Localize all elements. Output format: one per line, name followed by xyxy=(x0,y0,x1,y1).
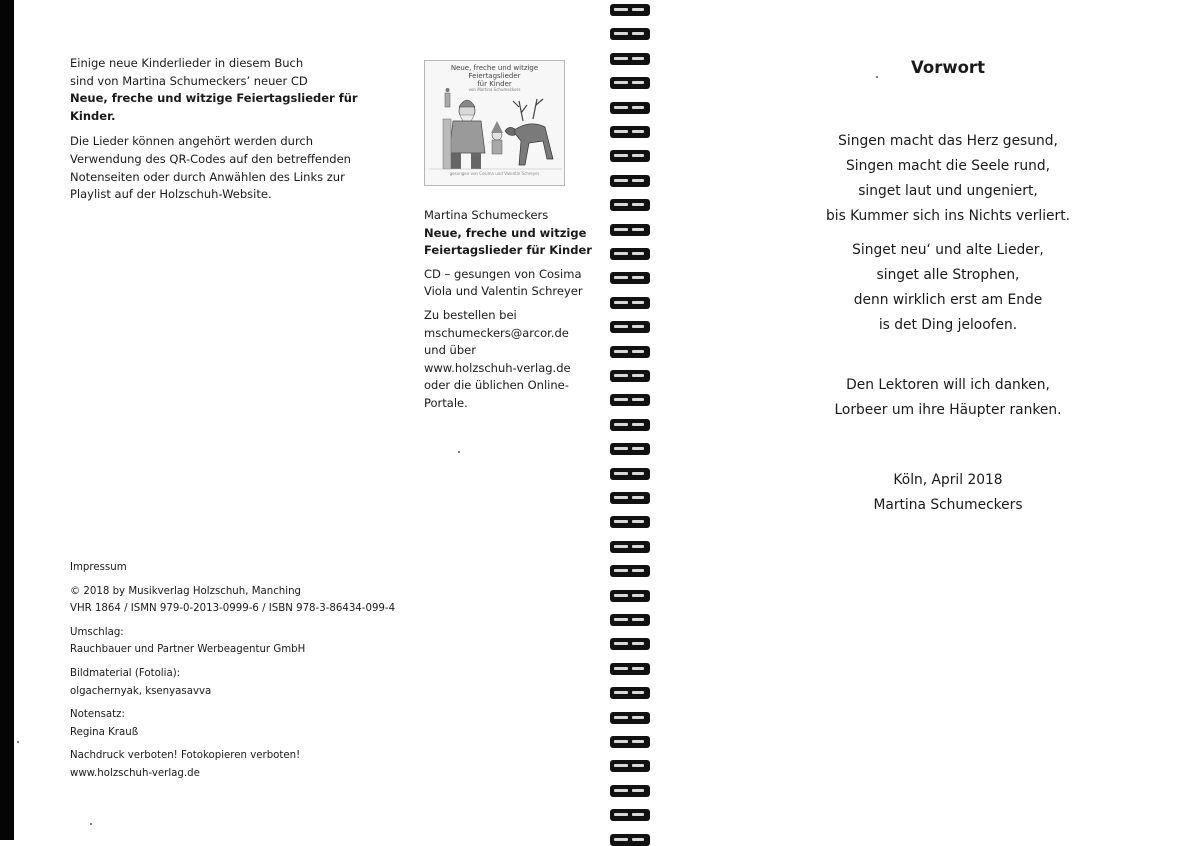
imprint-cover-label: Umschlag: xyxy=(70,626,124,638)
cd-title-line: Neue, freche und witzige xyxy=(424,225,587,240)
paper-speck xyxy=(876,76,878,78)
right-page xyxy=(652,0,1200,840)
imprint-images-value: olgachernyak, ksenyasavva xyxy=(70,685,212,697)
listen-line: Die Lieder können angehört werden durch xyxy=(70,134,314,149)
spiral-coil xyxy=(610,126,650,138)
spiral-binding xyxy=(604,0,652,840)
left-page xyxy=(14,0,604,840)
poem-stanza-2 xyxy=(652,238,1200,338)
paper-speck xyxy=(458,451,460,453)
spiral-coil xyxy=(610,516,650,528)
cd-author: Martina Schumeckers xyxy=(424,208,549,222)
foreword-heading: Vorwort xyxy=(911,58,985,77)
spiral-coil xyxy=(610,102,650,114)
signature-place-date: Köln, April 2018 xyxy=(893,472,1003,488)
signature xyxy=(652,468,1200,518)
paper-speck xyxy=(17,741,19,743)
spiral-coil xyxy=(610,492,650,504)
cover-title-line: Neue, freche und witzige Feiertagslieder xyxy=(450,64,539,80)
imprint-website: www.holzschuh-verlag.de xyxy=(70,767,200,779)
poem-line: bis Kummer sich ins Nichts verliert. xyxy=(826,208,1070,224)
signature-author: Martina Schumeckers xyxy=(873,497,1023,513)
cd-cover-image xyxy=(424,60,565,186)
spiral-coil xyxy=(610,760,650,772)
spiral-coil xyxy=(610,175,650,187)
listen-line: Playlist auf der Holzschuh-Website. xyxy=(70,187,272,202)
order-line: Zu bestellen bei xyxy=(424,307,517,322)
imprint-copyright: © 2018 by Musikverlag Holzschuh, Manching xyxy=(70,585,301,597)
spiral-coil xyxy=(610,53,650,65)
poem-line: is det Ding jeloofen. xyxy=(878,317,1018,333)
spiral-coil xyxy=(610,77,650,89)
spiral-coil xyxy=(610,370,650,382)
imprint-cover-value: Rauchbauer und Partner Werbeagentur GmbH xyxy=(70,644,306,656)
spiral-coil xyxy=(610,638,650,650)
cd-title-line: Feiertagslieder für Kinder xyxy=(424,243,592,258)
spiral-coil xyxy=(610,712,650,724)
poem-line: Singen macht die Seele rund, xyxy=(846,158,1050,174)
spiral-coil xyxy=(610,785,650,797)
spiral-coil xyxy=(610,394,650,406)
poem-stanza-1 xyxy=(652,129,1200,229)
intro-line: Einige neue Kinderlieder in diesem Buch xyxy=(70,56,304,70)
spiral-coil xyxy=(610,736,650,748)
cover-byline: von Martina Schumeckers xyxy=(468,87,521,92)
spiral-coil xyxy=(610,297,650,309)
intro-line: sind von Martina Schumeckers’ neuer CD xyxy=(70,73,308,88)
imprint-notes-label: Notensatz: xyxy=(70,709,125,721)
spiral-coil xyxy=(610,272,650,284)
cd-sung-line: CD – gesungen von Cosima xyxy=(424,266,582,281)
cd-info xyxy=(424,60,594,419)
poem-line: Singen macht das Herz gesund, xyxy=(838,133,1058,149)
spiral-coil xyxy=(610,248,650,260)
spiral-coil xyxy=(610,541,650,553)
intro-text xyxy=(70,55,370,212)
order-line: oder die üblichen Online- xyxy=(424,378,569,393)
imprint-numbers: VHR 1864 / ISMN 979-0-2013-0999-6 / ISBN 978-3-86434-099-4 xyxy=(70,603,396,615)
poem-stanza-3 xyxy=(652,373,1200,423)
spiral-coil xyxy=(610,346,650,358)
spiral-coil xyxy=(610,809,650,821)
poem-line: singet laut und ungeniert, xyxy=(858,183,1038,199)
order-email: mschumeckers@arcor.de xyxy=(424,325,569,340)
spiral-coil xyxy=(610,468,650,480)
spiral-coil xyxy=(610,321,650,333)
spiral-coil xyxy=(610,565,650,577)
poem-line: singet alle Strophen, xyxy=(876,267,1020,283)
cd-sung-line: Viola und Valentin Schreyer xyxy=(424,284,583,299)
imprint-notes-value: Regina Krauß xyxy=(70,726,139,738)
poem-line: Den Lektoren will ich danken, xyxy=(846,377,1050,393)
order-website: www.holzschuh-verlag.de xyxy=(424,360,571,375)
cd-title-bold: Neue, freche und witzige Feiertagslieder für Kinder. xyxy=(70,91,358,123)
spiral-coil xyxy=(610,590,650,602)
spiral-coil xyxy=(610,28,650,40)
spiral-coil xyxy=(610,443,650,455)
poem-line: Singet neu‘ und alte Lieder, xyxy=(852,242,1044,258)
imprint xyxy=(70,559,410,789)
imprint-warning: Nachdruck verboten! Fotokopieren verboten! xyxy=(70,750,301,762)
spiral-coil xyxy=(610,224,650,236)
imprint-heading: Impressum xyxy=(70,562,127,573)
listen-line: Notenseiten oder durch Anwählen des Links zur xyxy=(70,169,345,184)
spiral-coil xyxy=(610,687,650,699)
order-line: und über xyxy=(424,343,476,358)
spiral-coil xyxy=(610,419,650,431)
spiral-coil xyxy=(610,614,650,626)
spiral-coil xyxy=(610,199,650,211)
spiral-coil xyxy=(610,663,650,675)
order-line: Portale. xyxy=(424,395,468,410)
listen-line: Verwendung des QR-Codes auf den betreffenden xyxy=(70,151,351,166)
poem-line: Lorbeer um ihre Häupter ranken. xyxy=(834,402,1062,418)
cover-title-line: für Kinder xyxy=(477,80,512,88)
paper-speck xyxy=(90,823,92,825)
poem-line: denn wirklich erst am Ende xyxy=(853,292,1043,308)
spiral-coil xyxy=(610,4,650,16)
spiral-coil xyxy=(610,150,650,162)
cover-bottom-text: gesungen von Cosima und Valentin Schreyer xyxy=(449,171,540,177)
imprint-images-label: Bildmaterial (Fotolia): xyxy=(70,667,181,679)
book-edge xyxy=(0,0,14,840)
